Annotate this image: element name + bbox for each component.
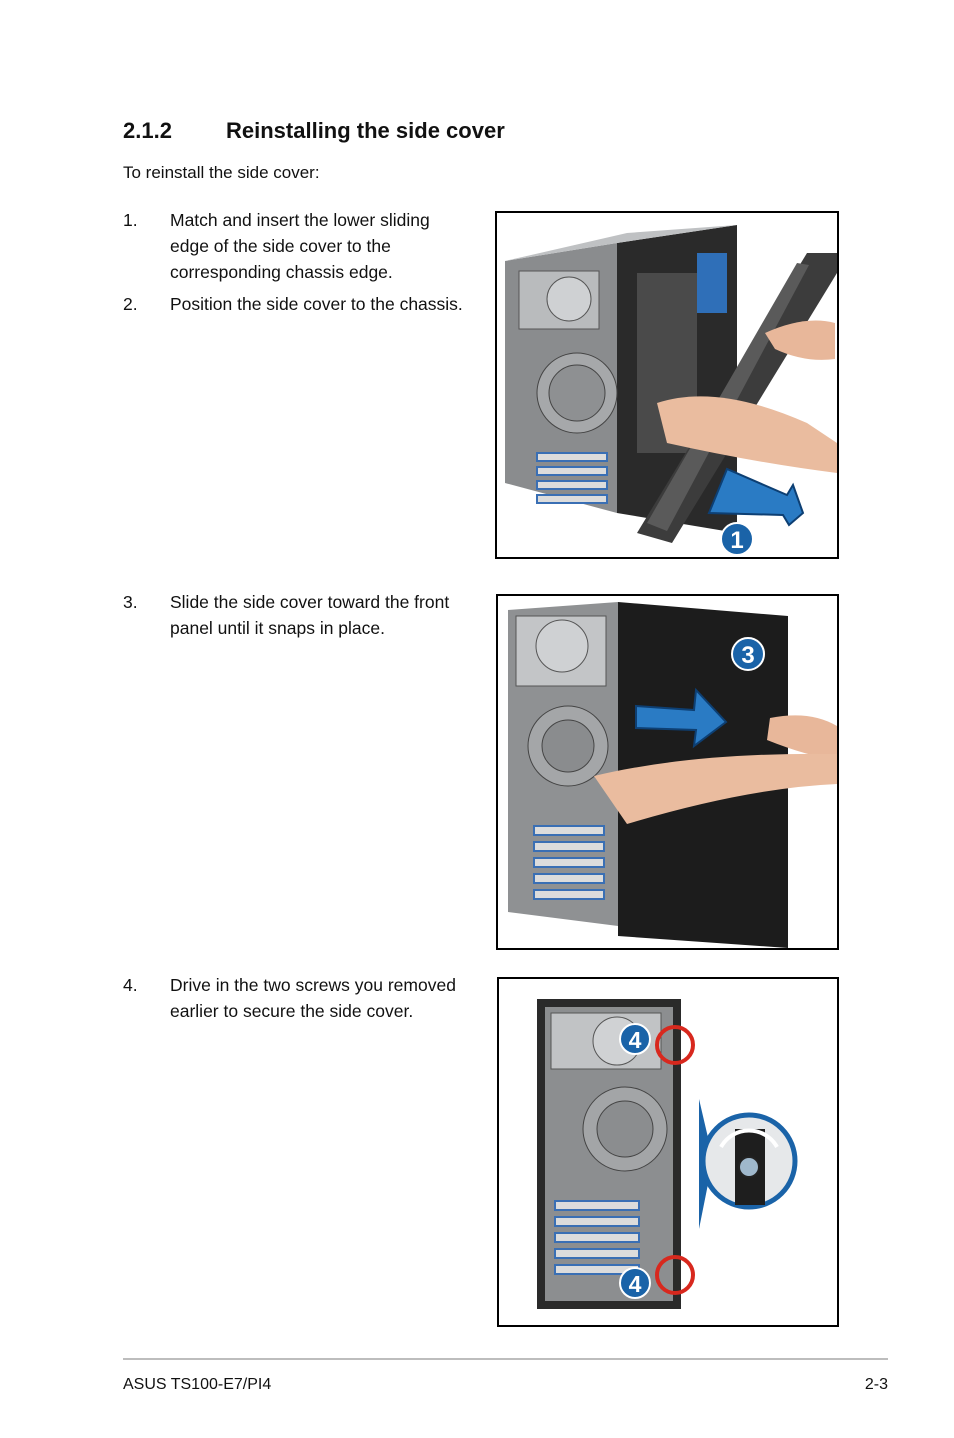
- step-number: 1.: [123, 210, 138, 230]
- chassis-illustration: [497, 213, 837, 557]
- step-text: Match and insert the lower sliding edge of the side cover to the corresponding chassis edge.: [170, 210, 430, 282]
- section-number: 2.1.2: [123, 118, 172, 143]
- footer-divider: [123, 1358, 888, 1360]
- figure-insert-side-cover: [495, 211, 839, 559]
- section-title: Reinstalling the side cover: [226, 118, 505, 143]
- step-text: Drive in the two screws you removed earlier to secure the side cover.: [170, 975, 456, 1021]
- step-number: 4.: [123, 975, 138, 995]
- step-text: Position the side cover to the chassis.: [170, 294, 463, 314]
- chassis-illustration: [499, 979, 837, 1325]
- screw-zoom-icon: [703, 1115, 795, 1207]
- step-text: Slide the side cover toward the front panel until it snaps in place.: [170, 592, 450, 638]
- footer-product: ASUS TS100-E7/PI4: [123, 1376, 272, 1393]
- step-badge-label: 4: [628, 1027, 642, 1053]
- figure-slide-side-cover: [496, 594, 839, 950]
- step-badge-label: 3: [741, 642, 755, 669]
- section-heading: [123, 118, 505, 144]
- step-number: 2.: [123, 294, 138, 314]
- chassis-illustration: [498, 596, 837, 948]
- step-number: 3.: [123, 592, 138, 612]
- step-badge-label: 1: [730, 527, 744, 554]
- figure-drive-screws: [497, 977, 839, 1327]
- intro-text: To reinstall the side cover:: [123, 163, 320, 182]
- step-badge-label: 4: [628, 1271, 642, 1297]
- page-number: 2-3: [864, 1376, 888, 1393]
